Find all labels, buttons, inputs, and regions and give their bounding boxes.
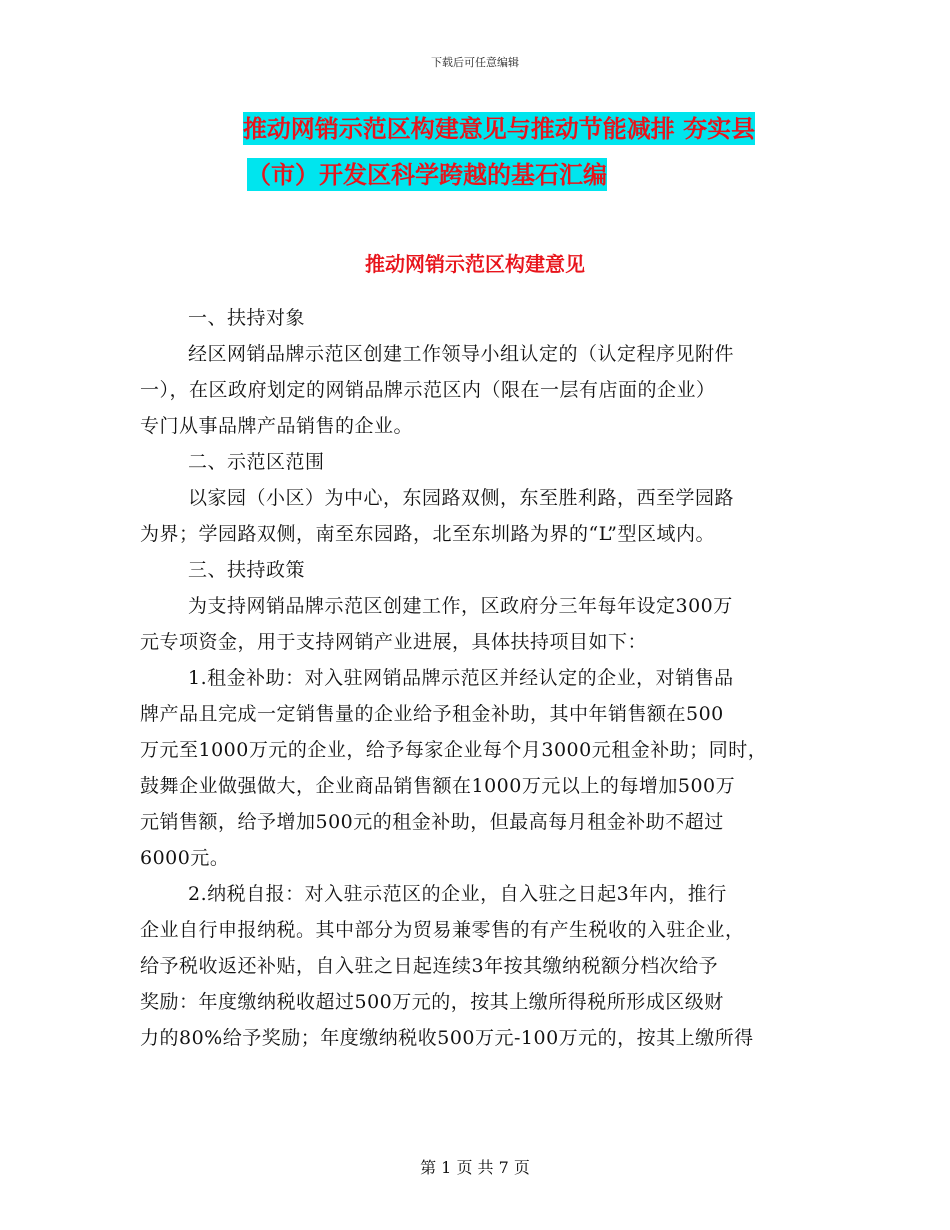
paragraph-line: 鼓舞企业做强做大，企业商品销售额在1000万元以上的每增加500万: [140, 775, 736, 797]
paragraph-line: 为界；学园路双侧，南至东园路，北至东圳路为界的“L”型区域内。: [140, 523, 715, 545]
heading-demo-area-scope: 二、示范区范围: [188, 451, 325, 473]
section-title: 推动网销示范区构建意见: [365, 252, 585, 276]
paragraph-line: 力的80%给予奖励；年度缴纳税收500万元-100万元的，按其上缴所得: [140, 1027, 754, 1049]
document-title-line-1: [24, 114, 950, 144]
paragraph-line: 奖励：年度缴纳税收超过500万元的，按其上缴所得税所形成区级财: [140, 991, 724, 1013]
page-number-footer: 第 1 页 共 7 页: [420, 1158, 530, 1177]
paragraph-line: 专门从事品牌产品销售的企业。: [140, 415, 414, 437]
heading-support-target: 一、扶持对象: [188, 307, 306, 329]
paragraph-line: 2.纳税自报：对入驻示范区的企业，自入驻之日起3年内，推行: [188, 883, 727, 905]
paragraph-line: 给予税收返还补贴，自入驻之日起连续3年按其缴纳税额分档次给予: [140, 955, 719, 977]
header-note: 下载后可任意编辑: [431, 56, 519, 69]
paragraph-line: 元销售额，给予增加500元的租金补助，但最高每月租金补助不超过: [140, 811, 724, 833]
document-title-line-2: [0, 160, 902, 190]
paragraph-line: 万元至1000万元的企业，给予每家企业每个月3000元租金补助；同时，: [140, 739, 768, 761]
paragraph-line: 牌产品且完成一定销售量的企业给予租金补助，其中年销售额在500: [140, 703, 724, 725]
document-body: [140, 300, 830, 1056]
document-title-text-2: （市）开发区科学跨越的基石汇编: [247, 160, 607, 189]
paragraph-line: 一），在区政府划定的网销品牌示范区内（限在一层有店面的企业）: [140, 379, 716, 401]
paragraph-line: 经区网销品牌示范区创建工作领导小组认定的（认定程序见附件: [188, 343, 735, 365]
paragraph-line: 元专项资金，用于支持网销产业进展，具体扶持项目如下：: [140, 631, 648, 653]
paragraph-line: 为支持网销品牌示范区创建工作，区政府分三年每年设定300万: [188, 595, 733, 617]
paragraph-line: 1.租金补助：对入驻网销品牌示范区并经认定的企业，对销售品: [188, 667, 734, 689]
heading-support-policy: 三、扶持政策: [188, 559, 306, 581]
paragraph-line: 6000元。: [140, 847, 230, 869]
document-title-text-1: 推动网销示范区构建意见与推动节能减排 夯实县: [242, 114, 756, 143]
paragraph-line: 企业自行申报纳税。其中部分为贸易兼零售的有产生税收的入驻企业，: [140, 919, 745, 941]
paragraph-line: 以家园（小区）为中心，东园路双侧，东至胜利路，西至学园路: [188, 487, 735, 509]
